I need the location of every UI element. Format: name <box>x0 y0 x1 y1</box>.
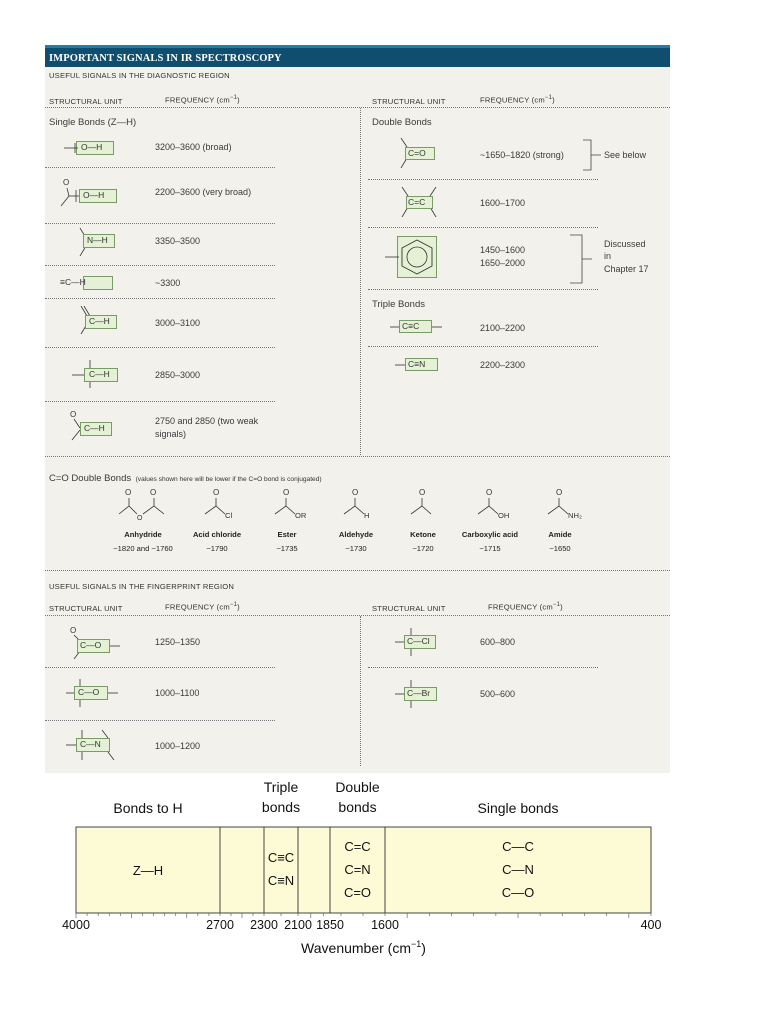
bond-label: C=N <box>344 862 371 877</box>
carbonyl-substituent: NH₂ <box>568 511 582 520</box>
column-divider <box>360 108 361 455</box>
carbonyl-name: Acid chloride <box>192 530 242 539</box>
freq-aldehyde-ch-2: signals) <box>155 429 187 439</box>
region-header: Single bonds <box>477 800 559 816</box>
svg-text:O: O <box>125 488 132 497</box>
freq-ester-co: 1250–1350 <box>155 637 201 647</box>
region-header: Bonds to H <box>113 800 183 816</box>
row-divider <box>45 167 275 168</box>
svg-text:O: O <box>150 488 157 497</box>
fingerprint-region-caption: USEFUL SIGNALS IN THE FINGERPRINT REGION <box>49 582 235 591</box>
carbonyl-compound <box>385 486 461 558</box>
carbonyl-compound <box>179 486 255 558</box>
freq-co: ~1650–1820 (strong) <box>480 150 564 160</box>
row-divider <box>45 223 275 224</box>
freq-aldehyde-ch: 2750 and 2850 (two weak <box>155 416 259 426</box>
carbonyl-name: Anhydride <box>124 530 162 539</box>
nitrile-structure: C≡N <box>395 358 455 374</box>
note-discussed: Discussed <box>604 239 646 249</box>
svg-text:O: O <box>419 488 426 497</box>
x-tick-label: 2300 <box>250 918 278 932</box>
bond-label: Z—H <box>132 863 164 878</box>
carbonyl-compound <box>522 486 598 558</box>
alkyne-cc-structure: C≡C <box>390 319 450 335</box>
carbonyl-value: ~1735 <box>276 544 298 553</box>
freq-nitrile: 2200–2300 <box>480 360 526 370</box>
svg-text:O: O <box>70 626 77 635</box>
aldehyde-ch-structure: O C—H <box>60 408 130 444</box>
bond-label: C—N <box>502 862 534 877</box>
x-tick-label: 1600 <box>371 918 399 932</box>
row-divider <box>368 289 598 290</box>
row-divider <box>45 720 275 721</box>
freq-oh: 3200–3600 (broad) <box>155 142 232 152</box>
note-chapter: Chapter 17 <box>604 264 649 274</box>
row-divider <box>45 265 275 266</box>
x-tick-label: 1850 <box>316 918 344 932</box>
carbonyl-compound <box>105 486 181 558</box>
freq-cbr: 500–600 <box>480 689 516 699</box>
svg-text:O: O <box>283 488 290 497</box>
see-below-note: See below <box>604 150 647 160</box>
oh-structure: O—H <box>62 140 122 156</box>
co-structure: C=O <box>395 138 455 168</box>
carbonyl-structure-drawing <box>179 486 255 522</box>
wavenumber-region-chart <box>0 775 768 975</box>
carbonyl-substituent: Cl <box>225 511 233 520</box>
svg-text:O: O <box>70 410 77 419</box>
table-title: IMPORTANT SIGNALS IN IR SPECTROSCOPY <box>49 53 282 64</box>
svg-text:O: O <box>213 488 220 497</box>
table-header-bar <box>45 45 670 67</box>
ir-table-panel <box>45 45 670 773</box>
alkane-ch-structure: C—H <box>70 358 130 390</box>
note-in: in <box>604 251 612 261</box>
freq-alkyne-ch: ~3300 <box>155 278 181 288</box>
col-frequency-right: FREQUENCY $(cm^{-1})$ <box>480 95 555 105</box>
col-frequency-left: FREQUENCY $(cm^{-1})$ <box>165 95 240 105</box>
diagnostic-region-caption: USEFUL SIGNALS IN THE DIAGNOSTIC REGION <box>49 71 230 80</box>
bond-label: C=O <box>343 885 372 900</box>
amine-cn-structure: C—N <box>62 728 132 762</box>
x-tick-label: 4000 <box>62 918 90 932</box>
bond-label: C—C <box>502 839 534 854</box>
carbonyl-value: ~1720 <box>412 544 434 553</box>
carbonyl-heading: C=O Double Bonds (values shown here will be lower if the C=O bond is conjugated) <box>49 473 322 484</box>
carbonyl-substituent: OR <box>295 511 307 520</box>
carbonyl-value: ~1715 <box>479 544 501 553</box>
column-divider <box>360 616 361 766</box>
carbonyl-structure-drawing <box>385 486 461 522</box>
svg-text:O: O <box>352 488 359 497</box>
carbonyl-name: Ketone <box>410 530 436 539</box>
carbonyl-structure-drawing <box>452 486 528 522</box>
region-header: Double <box>335 779 380 795</box>
carbonyl-structure-drawing <box>318 486 394 522</box>
freq-acid-oh: 2200–3600 (very broad) <box>155 187 252 197</box>
carbonyl-structure-drawing <box>105 486 181 522</box>
carbonyl-compound <box>452 486 528 558</box>
ester-co-structure: O C—O <box>62 625 132 661</box>
freq-aromatic-2: 1650–2000 <box>480 258 526 268</box>
acid-oh-structure: O O—H <box>55 176 125 216</box>
alkene-ch-structure: C—H <box>75 306 135 336</box>
col-structural-unit-right: STRUCTURAL UNIT <box>372 97 446 106</box>
freq-cc: 1600–1700 <box>480 198 526 208</box>
chapter-17-bracket <box>570 233 594 285</box>
carbonyl-name: Ester <box>277 530 297 539</box>
x-tick-label: 400 <box>640 918 662 932</box>
bond-label: C≡C <box>267 850 295 865</box>
x-tick-label: 2700 <box>206 918 234 932</box>
section-divider <box>45 456 670 457</box>
carbonyl-compound <box>249 486 325 558</box>
alkyne-ch-structure: ≡C—H <box>60 276 120 292</box>
freq-alkene-ch: 3000–3100 <box>155 318 201 328</box>
cc-structure: C=C <box>398 187 458 217</box>
carbonyl-name: Carboxylic acid <box>461 530 519 539</box>
carbonyl-name: Amide <box>548 530 572 539</box>
fp-col-structural-unit-left: STRUCTURAL UNIT <box>49 604 123 613</box>
carbonyl-value: ~1650 <box>549 544 571 553</box>
row-divider <box>45 298 275 299</box>
see-below-bracket <box>583 138 603 172</box>
freq-ccl: 600–800 <box>480 637 516 647</box>
bond-label: C=C <box>344 839 371 854</box>
fp-col-structural-unit-right: STRUCTURAL UNIT <box>372 604 446 613</box>
header-divider <box>45 107 670 108</box>
svg-text:O: O <box>63 178 70 187</box>
carbonyl-structure-drawing <box>522 486 598 522</box>
alcohol-co-structure: C—O <box>62 677 132 709</box>
bond-label: C≡N <box>267 873 295 888</box>
svg-text:O: O <box>556 488 563 497</box>
fp-col-frequency-right: FREQUENCY $(cm^{-1})$ <box>488 602 563 612</box>
freq-aromatic-1: 1450–1600 <box>480 245 526 255</box>
row-divider <box>368 227 598 228</box>
carbonyl-compound <box>318 486 394 558</box>
section-divider <box>45 570 670 571</box>
col-structural-unit-left: STRUCTURAL UNIT <box>49 97 123 106</box>
carbonyl-name: Aldehyde <box>338 530 374 539</box>
region-header-line2: bonds <box>338 799 377 815</box>
carbonyl-substituent: OH <box>498 511 510 520</box>
row-divider <box>45 667 275 668</box>
carbonyl-value: ~1790 <box>206 544 228 553</box>
ccl-structure: C—Cl <box>395 628 455 658</box>
freq-alkane-ch: 2850–3000 <box>155 370 201 380</box>
row-divider <box>368 667 598 668</box>
cbr-structure: C—Br <box>395 680 455 710</box>
svg-text:O: O <box>486 488 493 497</box>
x-tick-label: 2100 <box>284 918 312 932</box>
region-header: Triple <box>263 779 299 795</box>
header-divider <box>45 615 670 616</box>
nh-structure: N—H <box>70 228 130 256</box>
freq-alkyne-cc: 2100–2200 <box>480 323 526 333</box>
row-divider <box>368 179 598 180</box>
single-bonds-title: Single Bonds (Z—H) <box>49 117 137 128</box>
row-divider <box>45 347 275 348</box>
double-bonds-title: Double Bonds <box>372 117 432 128</box>
carbonyl-value: ~1730 <box>345 544 367 553</box>
svg-text:O: O <box>137 515 143 522</box>
carbonyl-substituent: H <box>364 511 370 520</box>
triple-bonds-title: Triple Bonds <box>372 299 425 310</box>
carbonyl-value: ~1820 and ~1760 <box>113 544 173 553</box>
carbonyl-structure-drawing <box>249 486 325 522</box>
freq-nh: 3350–3500 <box>155 236 201 246</box>
fp-col-frequency-left: FREQUENCY $(cm^{-1})$ <box>165 602 240 612</box>
x-axis-label: Wavenumber $(cm^{-1})$ <box>301 939 426 956</box>
region-header-line2: bonds <box>261 799 301 815</box>
freq-alcohol-co: 1000–1100 <box>155 688 200 698</box>
freq-amine-cn: 1000–1200 <box>155 741 201 751</box>
benzene-structure <box>385 234 445 280</box>
row-divider <box>45 401 275 402</box>
bond-label: C—O <box>501 885 535 900</box>
row-divider <box>368 346 598 347</box>
